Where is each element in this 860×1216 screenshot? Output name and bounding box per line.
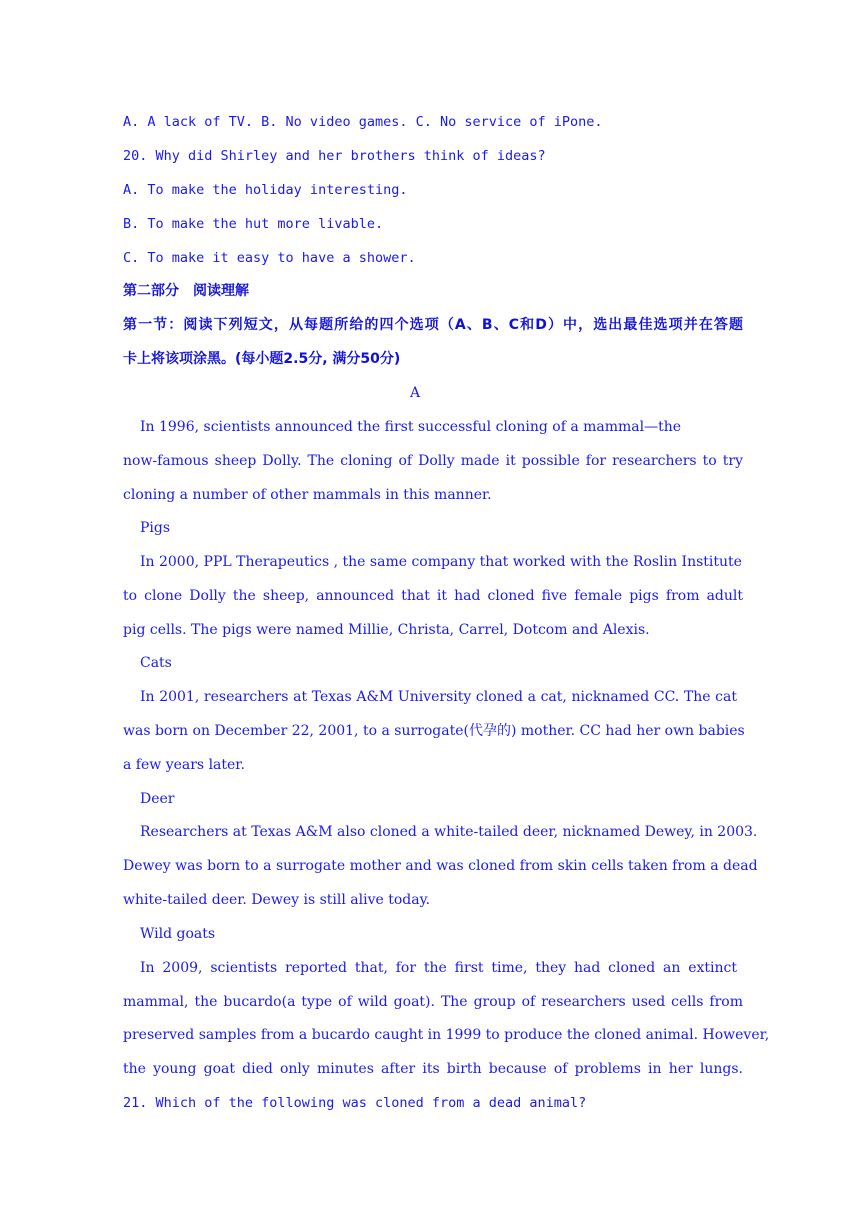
deer-heading: Deer: [140, 791, 175, 807]
pigs-line-3: pig cells. The pigs were named Millie, Christa, Carrel, Dotcom and Alexis.: [123, 622, 650, 638]
intro-line-2: now-famous sheep Dolly. The cloning of Dolly made it possible for researchers to try: [123, 453, 743, 469]
goats-line-2: mammal, the bucardo(a type of wild goat). The group of researchers used cells from: [123, 994, 743, 1010]
deer-line-1: Researchers at Texas A&M also cloned a white-tailed deer, nicknamed Dewey, in 2003.: [140, 824, 758, 840]
goats-line-3: preserved samples from a bucardo caught in 1999 to produce the cloned animal. However,: [123, 1027, 770, 1043]
pigs-line-1: In 2000, PPL Therapeutics , the same company that worked with the Roslin Institute: [140, 554, 742, 570]
cats-line-3: a few years later.: [123, 757, 245, 773]
goats-heading: Wild goats: [140, 926, 216, 942]
q20-option-c: C. To make it easy to have a shower.: [123, 250, 416, 266]
section1-instructions-line1: 第一节：阅读下列短文，从每题所给的四个选项（A、B、C和D）中，选出最佳选项并在答题: [123, 317, 743, 333]
intro-line-1: In 1996, scientists announced the first successful cloning of a mammal—the: [140, 419, 682, 435]
deer-line-2: Dewey was born to a surrogate mother and was cloned from skin cells taken from a dead: [123, 858, 758, 874]
goats-line-1: In 2009, scientists reported that, for the first time, they had cloned an extinct: [140, 960, 737, 976]
pigs-heading: Pigs: [140, 520, 171, 536]
q20-question: 20. Why did Shirley and her brothers think of ideas?: [123, 148, 546, 164]
cats-heading: Cats: [140, 655, 172, 671]
section1-instructions-line2: 卡上将该项涂黑。(每小题2.5分, 满分50分): [123, 351, 401, 367]
pigs-line-2: to clone Dolly the sheep, announced that it had cloned five female pigs from adult: [123, 588, 743, 604]
q20-option-b: B. To make the hut more livable.: [123, 216, 384, 232]
q21-question: 21. Which of the following was cloned from a dead animal?: [123, 1095, 587, 1111]
deer-line-3: white-tailed deer. Dewey is still alive today.: [123, 892, 431, 908]
q20-option-a: A. To make the holiday interesting.: [123, 182, 408, 198]
passage-label: A: [409, 385, 421, 401]
goats-line-4: the young goat died only minutes after its birth because of problems in her lungs.: [123, 1061, 743, 1077]
part2-title: 第二部分 阅读理解: [123, 283, 249, 299]
cats-line-1: In 2001, researchers at Texas A&M University cloned a cat, nicknamed CC. The cat: [140, 689, 737, 705]
q19-options: A. A lack of TV. B. No video games. C. No service of iPone.: [123, 114, 603, 130]
intro-line-3: cloning a number of other mammals in this manner.: [123, 487, 492, 503]
cats-line-2: was born on December 22, 2001, to a surrogate(代孕的) mother. CC had her own babies: [123, 723, 745, 739]
